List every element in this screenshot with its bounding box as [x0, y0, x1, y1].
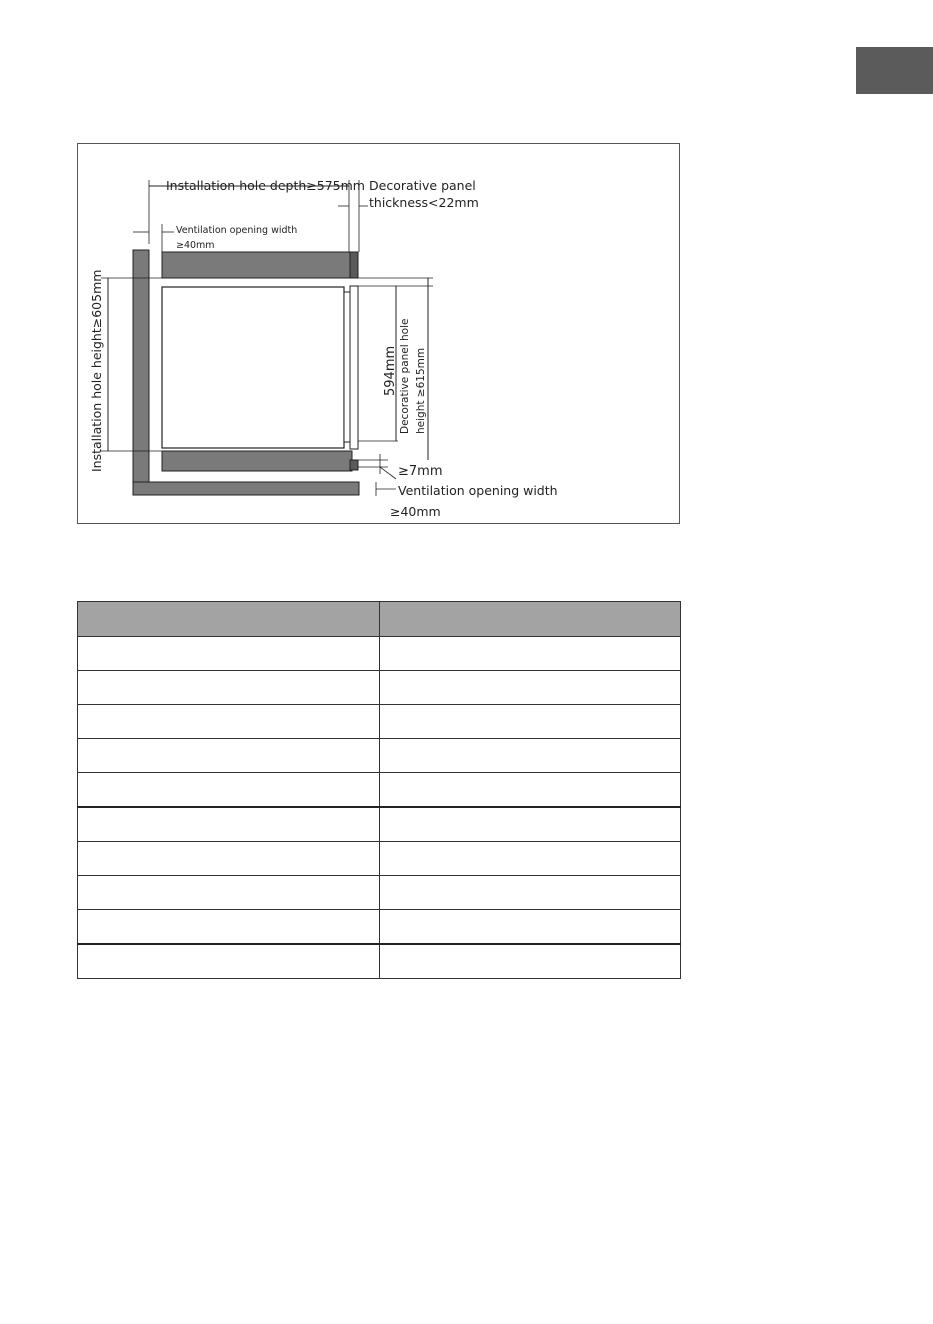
table-cell — [379, 705, 681, 739]
diagram-svg — [78, 144, 681, 525]
table-cell — [78, 739, 380, 773]
appliance-body — [162, 287, 344, 448]
table-header-cell — [78, 602, 380, 637]
table-row — [78, 807, 681, 842]
cabinet-left-wall — [133, 250, 149, 495]
spec-table — [77, 601, 681, 979]
table-row — [78, 671, 681, 705]
hole-depth-label: Installation hole depth≥575mm — [166, 178, 365, 193]
panel-thickness-label-1: Decorative panel — [369, 178, 476, 193]
hole-height-label: Installation hole height≥605mm — [89, 269, 104, 472]
table-row — [78, 739, 681, 773]
table-row — [78, 705, 681, 739]
panel-hole-label-2: height ≥615mm — [415, 347, 427, 434]
vent-top-label-1: Ventilation opening width — [176, 225, 298, 236]
table-cell — [379, 876, 681, 910]
table-cell — [379, 944, 681, 979]
table-cell — [78, 671, 380, 705]
vent-top-label-2: ≥40mm — [176, 240, 215, 251]
table-cell — [379, 807, 681, 842]
decorative-panel — [350, 286, 358, 449]
table-cell — [379, 910, 681, 945]
table-cell — [78, 842, 380, 876]
vent-bottom-label-2: ≥40mm — [390, 504, 441, 519]
panel-bottom-edge — [350, 460, 358, 470]
table-row — [78, 876, 681, 910]
table-cell — [379, 637, 681, 671]
cabinet-top-shelf — [162, 252, 358, 278]
table-cell — [78, 637, 380, 671]
table-cell — [379, 773, 681, 808]
table-row — [78, 842, 681, 876]
table-cell — [78, 876, 380, 910]
table-cell — [78, 705, 380, 739]
panel-thickness-label-2: thickness<22mm — [369, 195, 479, 210]
table-cell — [78, 773, 380, 808]
cabinet-bottom-shelf — [162, 451, 352, 471]
vent-bottom-label-1: Ventilation opening width — [398, 483, 558, 498]
installation-diagram — [77, 143, 680, 524]
panel-top-edge — [350, 252, 358, 278]
table-cell — [78, 944, 380, 979]
gap-leader — [380, 467, 396, 479]
gap-label: ≥7mm — [398, 464, 443, 479]
table-row — [78, 637, 681, 671]
table-cell — [379, 671, 681, 705]
table-header-cell — [379, 602, 681, 637]
table-cell — [379, 739, 681, 773]
table-row — [78, 773, 681, 808]
appliance-door — [344, 292, 350, 442]
language-tab — [856, 47, 933, 94]
table-cell — [379, 842, 681, 876]
table-cell — [78, 910, 380, 945]
cabinet-bottom-wall — [133, 482, 359, 495]
table-row — [78, 910, 681, 945]
table-cell — [78, 807, 380, 842]
table-row — [78, 944, 681, 979]
device-height-label: 594mm — [383, 345, 398, 396]
table-header-row — [78, 602, 681, 637]
panel-hole-label-1: Decorative panel hole — [399, 318, 411, 434]
